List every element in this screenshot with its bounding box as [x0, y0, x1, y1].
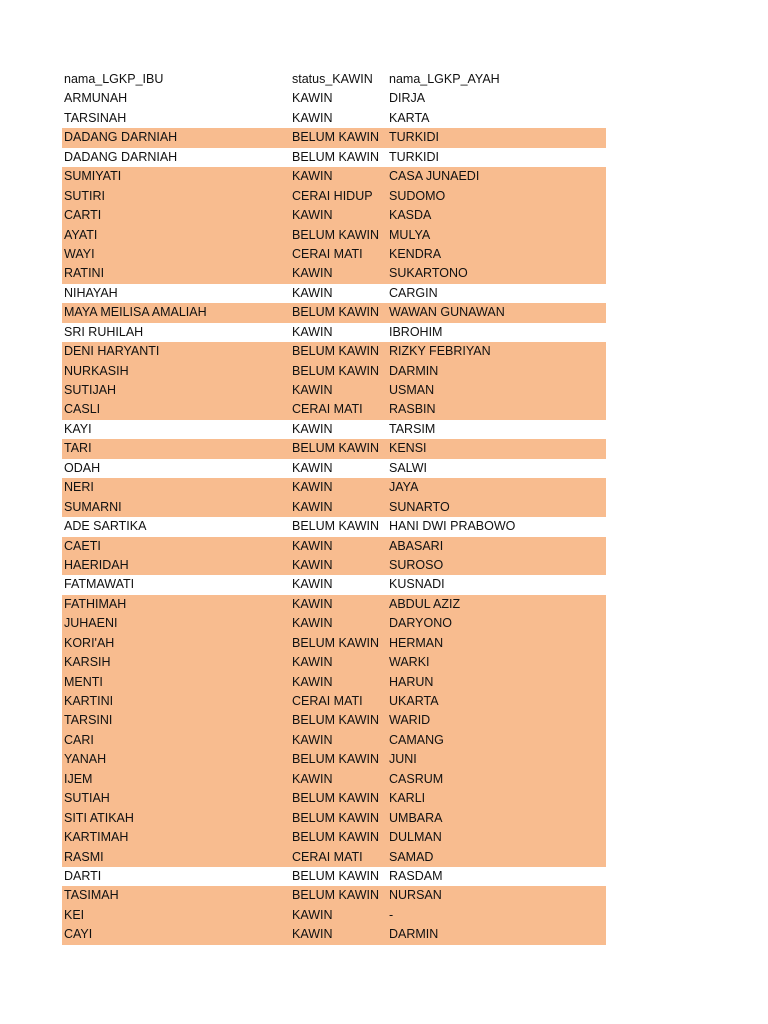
table-row	[62, 750, 606, 769]
cell-nama-ibu: TARI	[64, 441, 92, 456]
cell-status-kawin: BELUM KAWIN	[292, 149, 380, 164]
cell-status-kawin: KAWIN	[292, 480, 333, 495]
cell-nama-ibu: KORI'AH	[64, 635, 115, 650]
cell-nama-ibu: IJEM	[64, 771, 93, 786]
cell-status-kawin: BELUM KAWIN	[292, 227, 380, 242]
table-row	[62, 420, 606, 439]
cell-nama-ibu: KAYI	[64, 421, 92, 436]
cell-nama-ayah: UKARTA	[389, 694, 439, 708]
cell-nama-ayah: -	[389, 907, 394, 922]
cell-nama-ibu: CAYI	[64, 927, 93, 942]
cell-nama-ayah: ABDUL AZIZ	[389, 596, 461, 611]
cell-status-kawin: KAWIN	[292, 927, 333, 942]
cell-status-kawin: BELUM KAWIN	[292, 130, 380, 145]
cell-nama-ayah: SAMAD	[389, 849, 434, 864]
cell-status-kawin: KAWIN	[292, 285, 333, 300]
cell-nama-ayah: KENSI	[389, 441, 427, 456]
cell-status-kawin: BELUM KAWIN	[292, 344, 380, 359]
cell-status-kawin: KAWIN	[292, 557, 333, 572]
cell-nama-ayah: ABASARI	[389, 538, 444, 553]
cell-nama-ayah: DARMIN	[389, 363, 439, 378]
cell-status-kawin: BELUM KAWIN	[292, 752, 380, 767]
cell-status-kawin: BELUM KAWIN	[292, 519, 380, 534]
cell-nama-ibu: TARSINI	[64, 713, 113, 728]
cell-status-kawin: BELUM KAWIN	[292, 810, 380, 825]
cell-nama-ibu: MAYA MEILISA AMALIAH	[64, 305, 207, 320]
table-row	[62, 167, 606, 186]
table-row	[62, 673, 606, 692]
cell-nama-ibu: AYATI	[64, 227, 98, 242]
table-row	[62, 206, 606, 225]
cell-nama-ayah: DIRJA	[389, 91, 426, 106]
cell-nama-ayah: USMAN	[389, 383, 435, 397]
cell-status-kawin: KAWIN	[292, 169, 333, 184]
cell-status-kawin: KAWIN	[292, 499, 333, 514]
table-row	[62, 342, 606, 361]
cell-nama-ibu: SUTIAH	[64, 791, 110, 806]
cell-nama-ayah: HANI DWI PRABOWO	[389, 519, 516, 534]
cell-nama-ibu: WAYI	[64, 246, 95, 261]
cell-status-kawin: BELUM KAWIN	[292, 888, 380, 903]
cell-nama-ibu: RASMI	[64, 849, 104, 864]
cell-nama-ayah: RASBIN	[389, 402, 436, 417]
cell-status-kawin: KAWIN	[292, 655, 333, 670]
table-row	[62, 575, 606, 594]
cell-nama-ayah: SUNARTO	[389, 499, 450, 514]
table-row	[62, 284, 606, 303]
cell-status-kawin: KAWIN	[292, 674, 333, 689]
table-row	[62, 537, 606, 556]
cell-status-kawin: KAWIN	[292, 577, 333, 592]
table-row	[62, 517, 606, 536]
cell-nama-ibu: FATHIMAH	[64, 596, 127, 611]
cell-status-kawin: KAWIN	[292, 596, 333, 611]
table-row	[62, 906, 606, 925]
table-row	[62, 886, 606, 905]
cell-nama-ayah: TURKIDI	[389, 130, 439, 145]
cell-status-kawin: KAWIN	[292, 421, 333, 436]
cell-nama-ayah: NURSAN	[389, 888, 442, 903]
cell-status-kawin: KAWIN	[292, 538, 333, 553]
cell-nama-ibu: HAERIDAH	[64, 557, 129, 572]
cell-nama-ayah: CASRUM	[389, 771, 444, 786]
cell-nama-ibu: NERI	[64, 480, 94, 495]
column-header-nama-ayah: nama_LGKP_AYAH	[389, 72, 500, 86]
cell-nama-ibu: DADANG DARNIAH	[64, 149, 178, 164]
cell-nama-ayah: KARTA	[389, 110, 430, 125]
table-row	[62, 770, 606, 789]
cell-status-kawin: BELUM KAWIN	[292, 791, 380, 806]
cell-nama-ayah: KASDA	[389, 208, 432, 223]
cell-status-kawin: KAWIN	[292, 383, 333, 397]
cell-nama-ayah: SALWI	[389, 460, 427, 475]
cell-nama-ibu: NIHAYAH	[64, 285, 118, 300]
table-row	[62, 264, 606, 283]
table-row	[62, 789, 606, 808]
cell-status-kawin: CERAI HIDUP	[292, 188, 373, 203]
table-row	[62, 400, 606, 419]
cell-nama-ayah: RIZKY FEBRIYAN	[389, 344, 491, 359]
column-header-status-kawin: status_KAWIN	[292, 72, 373, 86]
cell-nama-ayah: JAYA	[389, 480, 419, 495]
cell-status-kawin: CERAI MATI	[292, 849, 363, 864]
cell-nama-ibu: KEI	[64, 907, 85, 922]
table-row	[62, 362, 606, 381]
cell-nama-ibu: CASLI	[64, 402, 101, 417]
spreadsheet-table	[62, 70, 606, 945]
cell-nama-ibu: FATMAWATI	[64, 577, 135, 592]
cell-status-kawin: KAWIN	[292, 907, 333, 922]
table-row	[62, 556, 606, 575]
cell-nama-ayah: WARKI	[389, 655, 430, 670]
cell-nama-ayah: HERMAN	[389, 635, 444, 650]
cell-status-kawin: BELUM KAWIN	[292, 305, 380, 320]
cell-status-kawin: KAWIN	[292, 208, 333, 223]
table-body	[62, 89, 606, 944]
table-row	[62, 731, 606, 750]
cell-nama-ibu: CARI	[64, 732, 94, 747]
cell-nama-ibu: TARSINAH	[64, 110, 127, 125]
cell-nama-ayah: UMBARA	[389, 810, 443, 825]
cell-status-kawin: KAWIN	[292, 732, 333, 747]
cell-nama-ibu: SUMIYATI	[64, 169, 122, 184]
table-row	[62, 226, 606, 245]
cell-status-kawin: CERAI MATI	[292, 694, 363, 708]
table-row	[62, 692, 606, 711]
cell-status-kawin: BELUM KAWIN	[292, 363, 380, 378]
table-row	[62, 323, 606, 342]
table-row	[62, 439, 606, 458]
cell-nama-ayah: DULMAN	[389, 830, 442, 845]
cell-nama-ibu: TASIMAH	[64, 888, 119, 903]
cell-nama-ibu: ODAH	[64, 460, 101, 475]
table-row	[62, 653, 606, 672]
cell-status-kawin: KAWIN	[292, 616, 333, 631]
table-row	[62, 867, 606, 886]
table-row	[62, 303, 606, 322]
cell-status-kawin: BELUM KAWIN	[292, 441, 380, 456]
table-row	[62, 498, 606, 517]
cell-status-kawin: CERAI MATI	[292, 246, 363, 261]
cell-nama-ibu: ADE SARTIKA	[64, 519, 147, 534]
cell-nama-ibu: CARTI	[64, 208, 102, 223]
cell-status-kawin: KAWIN	[292, 110, 333, 125]
cell-status-kawin: CERAI MATI	[292, 402, 363, 417]
table-row	[62, 634, 606, 653]
cell-status-kawin: KAWIN	[292, 324, 333, 339]
cell-nama-ayah: TARSIM	[389, 421, 436, 436]
table-row	[62, 381, 606, 400]
cell-status-kawin: BELUM KAWIN	[292, 635, 380, 650]
cell-status-kawin: KAWIN	[292, 460, 333, 475]
cell-nama-ayah: DARMIN	[389, 927, 439, 942]
cell-nama-ibu: RATINI	[64, 266, 105, 281]
table-row	[62, 128, 606, 147]
cell-nama-ayah: CARGIN	[389, 285, 438, 300]
table-row	[62, 925, 606, 944]
column-header-nama-ibu: nama_LGKP_IBU	[64, 72, 164, 86]
cell-nama-ayah: CAMANG	[389, 732, 444, 747]
cell-nama-ibu: SUMARNI	[64, 499, 122, 514]
cell-nama-ibu: NURKASIH	[64, 363, 129, 378]
cell-nama-ibu: SITI ATIKAH	[64, 810, 134, 825]
cell-nama-ayah: KENDRA	[389, 246, 442, 261]
cell-nama-ayah: WARID	[389, 713, 431, 728]
table-row	[62, 828, 606, 847]
cell-nama-ibu: DENI HARYANTI	[64, 344, 160, 359]
cell-nama-ibu: JUHAENI	[64, 616, 118, 631]
table-row	[62, 459, 606, 478]
table-row	[62, 614, 606, 633]
cell-nama-ayah: WAWAN GUNAWAN	[389, 305, 505, 320]
cell-nama-ibu: DARTI	[64, 868, 102, 883]
table-row	[62, 245, 606, 264]
cell-nama-ayah: KUSNADI	[389, 577, 445, 592]
cell-nama-ayah: TURKIDI	[389, 149, 439, 164]
cell-nama-ayah: RASDAM	[389, 868, 443, 883]
cell-status-kawin: BELUM KAWIN	[292, 713, 380, 728]
cell-nama-ayah: JUNI	[389, 752, 417, 767]
cell-nama-ibu: KARTIMAH	[64, 830, 129, 845]
cell-nama-ibu: ARMUNAH	[64, 91, 128, 106]
table-row	[62, 595, 606, 614]
cell-status-kawin: BELUM KAWIN	[292, 868, 380, 883]
cell-status-kawin: KAWIN	[292, 91, 333, 106]
cell-nama-ibu: MENTI	[64, 674, 103, 689]
cell-status-kawin: KAWIN	[292, 771, 333, 786]
table-row	[62, 711, 606, 730]
cell-status-kawin: KAWIN	[292, 266, 333, 281]
cell-status-kawin: BELUM KAWIN	[292, 830, 380, 845]
table-row	[62, 187, 606, 206]
cell-nama-ayah: CASA JUNAEDI	[389, 169, 480, 184]
cell-nama-ayah: KARLI	[389, 791, 426, 806]
table-row	[62, 148, 606, 167]
cell-nama-ayah: HARUN	[389, 674, 434, 689]
table-row	[62, 848, 606, 867]
cell-nama-ayah: SUKARTONO	[389, 266, 468, 281]
cell-nama-ibu: SRI RUHILAH	[64, 324, 144, 339]
cell-nama-ibu: YANAH	[64, 752, 107, 767]
cell-nama-ayah: SUDOMO	[389, 188, 446, 203]
cell-nama-ayah: DARYONO	[389, 616, 452, 631]
header-row	[62, 70, 606, 89]
cell-nama-ibu: SUTIRI	[64, 188, 105, 203]
table-row	[62, 89, 606, 108]
table-row	[62, 109, 606, 128]
cell-nama-ibu: CAETI	[64, 538, 101, 553]
cell-nama-ibu: KARTINI	[64, 694, 114, 708]
cell-nama-ayah: IBROHIM	[389, 324, 443, 339]
cell-nama-ibu: DADANG DARNIAH	[64, 130, 178, 145]
cell-nama-ayah: MULYA	[389, 227, 431, 242]
cell-nama-ibu: SUTIJAH	[64, 383, 117, 397]
table-row	[62, 478, 606, 497]
cell-nama-ayah: SUROSO	[389, 557, 444, 572]
table-row	[62, 809, 606, 828]
cell-nama-ibu: KARSIH	[64, 655, 111, 670]
